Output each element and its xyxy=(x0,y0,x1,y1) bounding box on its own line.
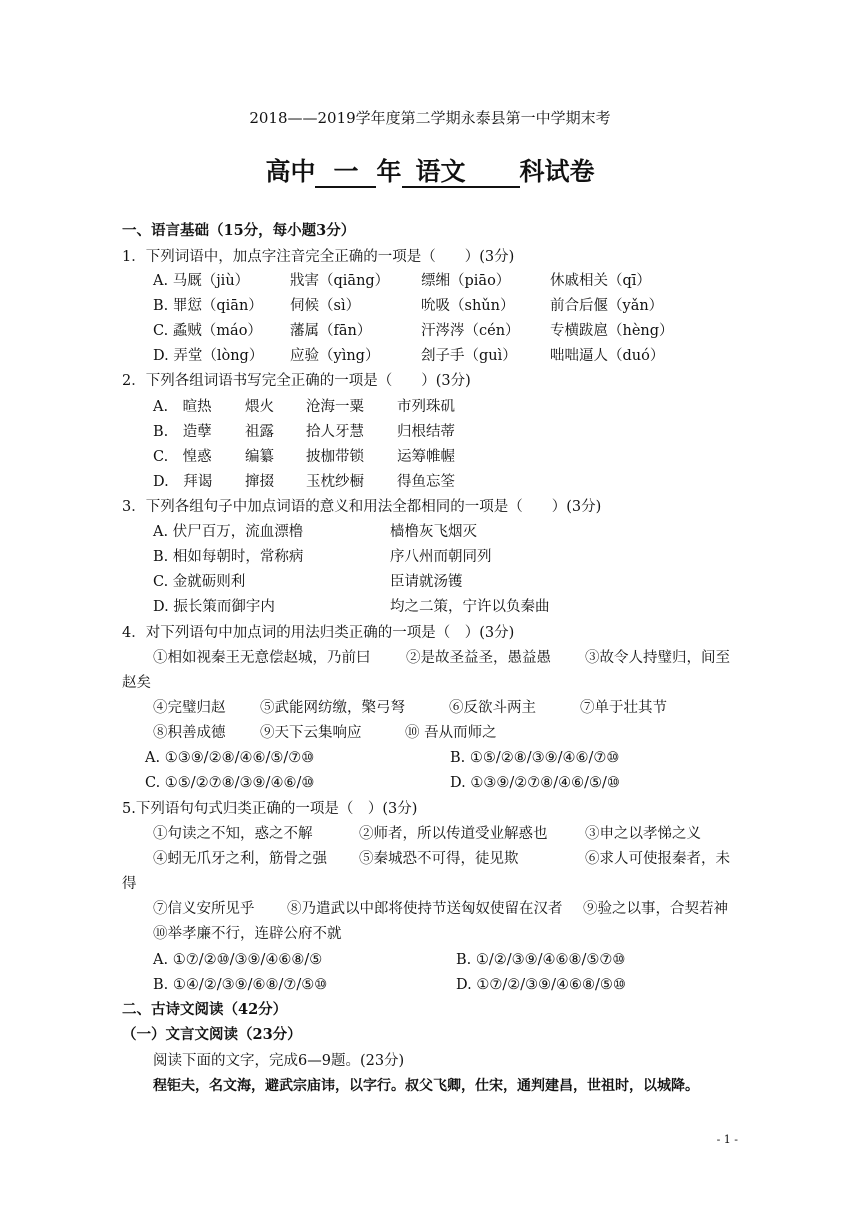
q1-d-1: D. 弄堂（lòng） xyxy=(153,348,264,364)
q5-item-9: ⑨验之以事，合契若神 xyxy=(583,901,728,917)
q5-item-2: ②师者，所以传道受业解惑也 xyxy=(359,826,548,842)
q3-b-1: B. 相如每朝时，常称病 xyxy=(153,549,304,565)
q1-c-1: C. 蟊贼（máo） xyxy=(153,323,262,339)
q1-a-3: 缥缃（piāo） xyxy=(421,273,511,289)
q1-a-4: 休戚相关（qī） xyxy=(550,273,651,289)
question-5-stem: 5.下列语句句式归类正确的一项是（ ）(3分) xyxy=(122,801,418,817)
question-3-stem: 3．下列各组句子中加点词语的意义和用法全都相同的一项是（ ）(3分) xyxy=(122,499,602,515)
q1-c-4: 专横跋扈（hèng） xyxy=(550,323,674,339)
q4-item-10: ⑩ 吾从而师之 xyxy=(405,725,497,741)
q4-item-9: ⑨天下云集响应 xyxy=(260,725,362,741)
q2-c-4: 运筹帷幄 xyxy=(397,449,455,465)
exam-title xyxy=(0,155,860,189)
q1-a-1: A. 马厩（jiù） xyxy=(153,273,250,289)
q2-d-4: 得鱼忘筌 xyxy=(397,474,455,490)
title-blank-grade: 一 xyxy=(315,158,376,188)
q2-b-1: B. 造孽 xyxy=(153,424,212,440)
q4-item-7: ⑦单于壮其节 xyxy=(580,700,667,716)
q1-b-2: 伺候（sì） xyxy=(290,298,361,314)
q3-d-1: D. 振长策而御宇内 xyxy=(153,599,275,615)
q2-a-3: 沧海一粟 xyxy=(306,399,364,415)
q1-d-4: 咄咄逼人（duó） xyxy=(550,348,665,364)
question-4-stem: 4．对下列语句中加点词的用法归类正确的一项是（ ）(3分) xyxy=(122,625,515,641)
title-part-year: 年 xyxy=(376,157,402,186)
q5-item-1: ①句读之不知，惑之不解 xyxy=(153,826,313,842)
q2-a-2: 煨火 xyxy=(245,399,274,415)
q4-item-8: ⑧积善成德 xyxy=(153,725,226,741)
title-part-end: 科试卷 xyxy=(519,157,595,186)
q3-a-1: A. 伏尸百万，流血漂橹 xyxy=(153,524,304,540)
q4-item-1: ①相如视秦王无意偿赵城，乃前曰 xyxy=(153,650,371,666)
q4-item-5: ⑤武能网纺缴，檠弓弩 xyxy=(260,700,405,716)
q5-item-8: ⑧乃遣武以中郎将使持节送匈奴使留在汉者 xyxy=(287,901,563,917)
q2-d-2: 撺掇 xyxy=(245,474,274,490)
q4-item-4: ④完璧归赵 xyxy=(153,700,226,716)
exam-header: 2018——2019学年度第二学期永泰县第一中学期末考 xyxy=(249,109,611,127)
q4-option-a: A. ①③⑨/②⑧/④⑥/⑤/⑦⑩ xyxy=(145,750,315,766)
q5-option-d: D. ①⑦/②/③⑨/④⑥⑧/⑤⑩ xyxy=(456,977,626,993)
q1-a-2: 戕害（qiāng） xyxy=(290,273,390,289)
subsection-heading-prose: （一）文言文阅读（23分） xyxy=(122,1026,302,1043)
q1-c-3: 汗涔涔（cén） xyxy=(421,323,520,339)
q5-option-a: A. ①⑦/②⑩/③⑨/④⑥⑧/⑤ xyxy=(153,952,323,968)
question-1-stem: 1．下列词语中，加点字注音完全正确的一项是（ ）(3分) xyxy=(122,249,515,265)
q2-a-1: A. 暄热 xyxy=(153,399,212,415)
section-heading-language: 一、语言基础（15分，每小题3分） xyxy=(122,222,356,239)
question-2-stem: 2．下列各组词语书写完全正确的一项是（ ）(3分) xyxy=(122,373,471,389)
q5-item-6: ⑥求人可使报秦者，未 xyxy=(585,851,730,867)
q2-a-4: 市列珠矶 xyxy=(397,399,455,415)
title-blank-subject: 语文 xyxy=(402,158,480,188)
q2-b-4: 归根结蒂 xyxy=(397,424,455,440)
q4-item-2: ②是故圣益圣，愚益愚 xyxy=(406,650,551,666)
q3-a-2: 樯橹灰飞烟灭 xyxy=(390,524,477,540)
q1-d-3: 刽子手（guì） xyxy=(421,348,517,364)
q1-d-2: 应验（yìng） xyxy=(290,348,380,364)
q5-item-7: ⑦信义安所见乎 xyxy=(153,901,255,917)
q3-c-2: 臣请就汤镬 xyxy=(390,574,463,590)
q2-c-2: 编纂 xyxy=(245,449,274,465)
q3-c-1: C. 金就砺则利 xyxy=(153,574,246,590)
q1-c-2: 藩属（fān） xyxy=(290,323,372,339)
q4-option-d: D. ①③⑨/②⑦⑧/④⑥/⑤/⑩ xyxy=(450,775,620,791)
page-number: - 1 - xyxy=(716,1133,738,1146)
q2-c-1: C. 惶惑 xyxy=(153,449,212,465)
q5-item-6-cont: 得 xyxy=(122,876,137,892)
reading-passage: 程钜夫，名文海，避武宗庙讳，以字行。叔父飞卿，仕宋，通判建昌，世祖时，以城降。 xyxy=(153,1078,699,1094)
q1-b-4: 前合后偃（yǎn） xyxy=(550,298,664,314)
q4-option-b: B. ①⑤/②⑧/③⑨/④⑥/⑦⑩ xyxy=(450,750,620,766)
q5-item-4: ④蚓无爪牙之利，筋骨之强 xyxy=(153,851,327,867)
q5-item-10: ⑩举孝廉不行，连辟公府不就 xyxy=(153,926,342,942)
title-part-level: 高中 xyxy=(265,157,316,186)
section-heading-classical: 二、古诗文阅读（42分） xyxy=(122,1001,288,1018)
reading-instruction: 阅读下面的文字，完成6—9题。(23分) xyxy=(153,1053,405,1069)
q2-d-3: 玉枕纱橱 xyxy=(306,474,364,490)
q4-item-3-cont: 赵矣 xyxy=(122,675,151,691)
q2-b-3: 拾人牙慧 xyxy=(306,424,364,440)
q4-option-c: C. ①⑤/②⑦⑧/③⑨/④⑥/⑩ xyxy=(145,775,315,791)
q2-d-1: D. 拜谒 xyxy=(153,474,213,490)
q4-item-3: ③故令人持璧归，间至 xyxy=(585,650,730,666)
q5-item-5: ⑤秦城恐不可得，徒见欺 xyxy=(359,851,519,867)
q5-option-b: B. ①/②/③⑨/④⑥⑧/⑤⑦⑩ xyxy=(456,952,626,968)
q3-d-2: 均之二策，宁许以负秦曲 xyxy=(390,599,550,615)
q1-b-1: B. 罪愆（qiān） xyxy=(153,298,263,314)
q5-item-3: ③申之以孝悌之义 xyxy=(585,826,701,842)
q1-b-3: 吮吸（shǔn） xyxy=(421,298,515,314)
q4-item-6: ⑥反欲斗两主 xyxy=(449,700,536,716)
q5-option-b2: B. ①④/②/③⑨/⑥⑧/⑦/⑤⑩ xyxy=(153,977,328,993)
q3-b-2: 序八州而朝同列 xyxy=(390,549,492,565)
q2-b-2: 祖露 xyxy=(245,424,274,440)
q2-c-3: 披枷带锁 xyxy=(306,449,364,465)
